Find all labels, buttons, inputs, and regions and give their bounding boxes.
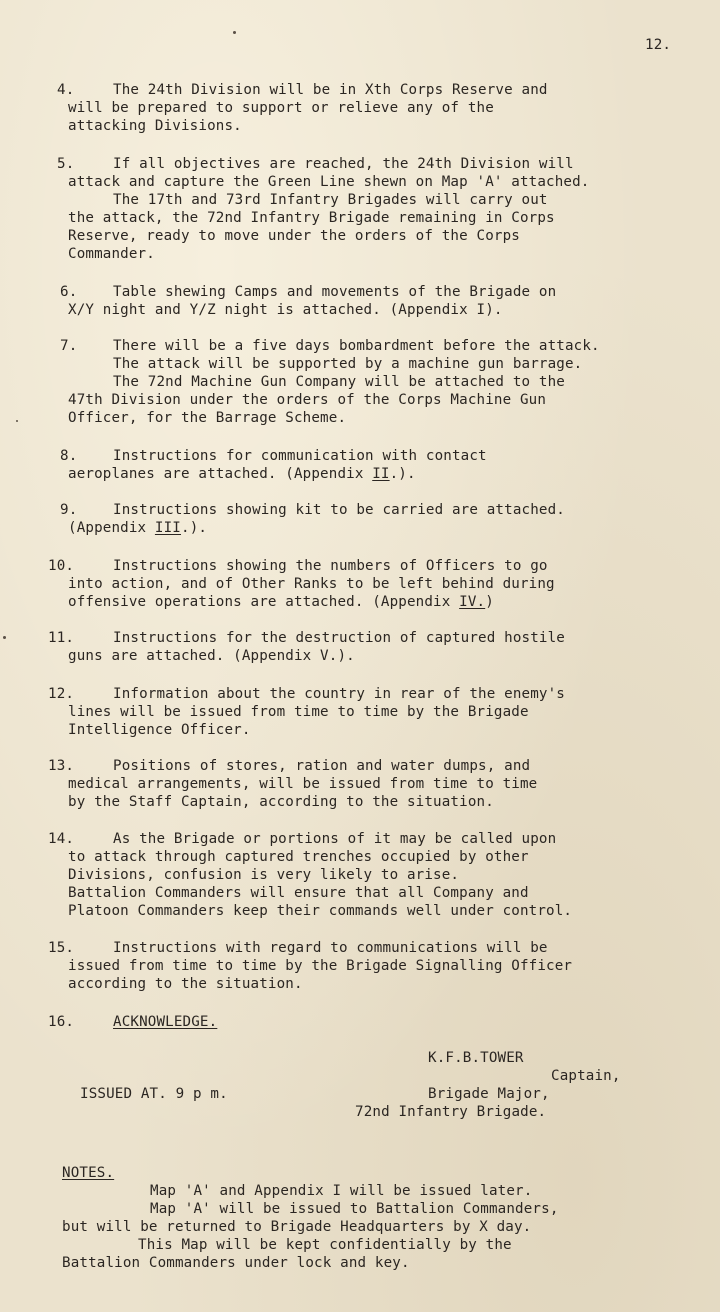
item-7-line-3: The 72nd Machine Gun Company will be attached to the: [113, 374, 565, 390]
item-10-line-2: into action, and of Other Ranks to be left behind during: [68, 576, 555, 592]
item-4-line-2: will be prepared to support or relieve any of the: [68, 100, 494, 116]
item-11-line-1: Instructions for the destruction of captured hostile: [113, 630, 565, 646]
notes-line-1: Map 'A' and Appendix I will be issued later.: [150, 1183, 533, 1199]
item-number-10: 10.: [48, 558, 75, 574]
signature-name: K.F.B.TOWER: [428, 1050, 524, 1066]
item-number-8: 8.: [60, 448, 78, 464]
item-15-line-3: according to the situation.: [68, 976, 303, 992]
item-5-line-1: If all objectives are reached, the 24th Division will: [113, 156, 574, 172]
item-number-15: 15.: [48, 940, 75, 956]
signature-rank: Captain,: [551, 1068, 621, 1084]
item-5-line-5: Reserve, ready to move under the orders of the Corps: [68, 228, 520, 244]
item-number-13: 13.: [48, 758, 75, 774]
item-15-line-2: issued from time to time by the Brigade Signalling Officer: [68, 958, 573, 974]
notes-line-2: Map 'A' will be issued to Battalion Commanders,: [150, 1201, 559, 1217]
item-number-4: 4.: [57, 82, 75, 98]
item-number-11: 11.: [48, 630, 75, 646]
notes-line-3: but will be returned to Brigade Headquarters by X day.: [62, 1219, 532, 1235]
acknowledge-text: ACKNOWLEDGE.: [113, 1014, 218, 1030]
signature-role: Brigade Major,: [428, 1086, 550, 1102]
item-13-line-1: Positions of stores, ration and water dumps, and: [113, 758, 531, 774]
item-number-7: 7.: [60, 338, 78, 354]
item-7-line-1: There will be a five days bombardment before the attack.: [113, 338, 600, 354]
item-5-line-6: Commander.: [68, 246, 155, 262]
item-6-line-2: X/Y night and Y/Z night is attached. (Appendix I).: [68, 302, 503, 318]
item-4-line-3: attacking Divisions.: [68, 118, 242, 134]
item-7-line-2: The attack will be supported by a machine gun barrage.: [113, 356, 583, 372]
item-13-line-3: by the Staff Captain, according to the situation.: [68, 794, 494, 810]
item-5-line-3: The 17th and 73rd Infantry Brigades will carry out: [113, 192, 548, 208]
item-number-6: 6.: [60, 284, 78, 300]
appendix-ii-ref: II: [372, 466, 390, 482]
item-15-line-1: Instructions with regard to communications will be: [113, 940, 548, 956]
item-7-line-5: Officer, for the Barrage Scheme.: [68, 410, 347, 426]
item-10-line-3: offensive operations are attached. (Appendix IV.): [68, 594, 494, 610]
item-12-line-2: lines will be issued from time to time by the Brigade: [68, 704, 529, 720]
notes-heading: NOTES.: [62, 1165, 115, 1181]
item-9-line-1: Instructions showing kit to be carried are attached.: [113, 502, 565, 518]
item-8-line-1: Instructions for communication with contact: [113, 448, 487, 464]
paper-speck: [16, 420, 18, 422]
item-8-line-2: aeroplanes are attached. (Appendix II.).: [68, 466, 416, 482]
notes-line-5: Battalion Commanders under lock and key.: [62, 1255, 410, 1271]
signature-unit: 72nd Infantry Brigade.: [355, 1104, 547, 1120]
item-6-line-1: Table shewing Camps and movements of the Brigade on: [113, 284, 557, 300]
issued-at: ISSUED AT. 9 p m.: [80, 1086, 228, 1102]
item-5-line-2: attack and capture the Green Line shewn on Map 'A' attached.: [68, 174, 590, 190]
appendix-iv-ref: IV.: [459, 594, 486, 610]
item-14-line-3: Divisions, confusion is very likely to arise.: [68, 867, 460, 883]
appendix-iii-ref: III: [154, 520, 181, 536]
item-4-line-1: The 24th Division will be in Xth Corps Reserve and: [113, 82, 548, 98]
item-9-line-2: (Appendix III.).: [68, 520, 208, 536]
item-14-line-1: As the Brigade or portions of it may be called upon: [113, 831, 557, 847]
item-number-14: 14.: [48, 831, 75, 847]
paper-speck: [3, 636, 6, 639]
item-14-line-4: Battalion Commanders will ensure that all Company and: [68, 885, 529, 901]
item-5-line-4: the attack, the 72nd Infantry Brigade remaining in Corps: [68, 210, 555, 226]
item-number-9: 9.: [60, 502, 78, 518]
item-13-line-2: medical arrangements, will be issued from time to time: [68, 776, 538, 792]
notes-line-4: This Map will be kept confidentially by the: [138, 1237, 512, 1253]
item-number-16: 16.: [48, 1014, 75, 1030]
item-12-line-3: Intelligence Officer.: [68, 722, 251, 738]
item-7-line-4: 47th Division under the orders of the Corps Machine Gun: [68, 392, 547, 408]
item-10-line-1: Instructions showing the numbers of Officers to go: [113, 558, 548, 574]
item-12-line-1: Information about the country in rear of the enemy's: [113, 686, 565, 702]
item-number-5: 5.: [57, 156, 75, 172]
item-14-line-2: to attack through captured trenches occupied by other: [68, 849, 529, 865]
item-11-line-2: guns are attached. (Appendix V.).: [68, 648, 355, 664]
item-number-12: 12.: [48, 686, 75, 702]
item-14-line-5: Platoon Commanders keep their commands well under control.: [68, 903, 573, 919]
page-number: 12.: [645, 37, 672, 53]
paper-speck: [233, 31, 236, 34]
